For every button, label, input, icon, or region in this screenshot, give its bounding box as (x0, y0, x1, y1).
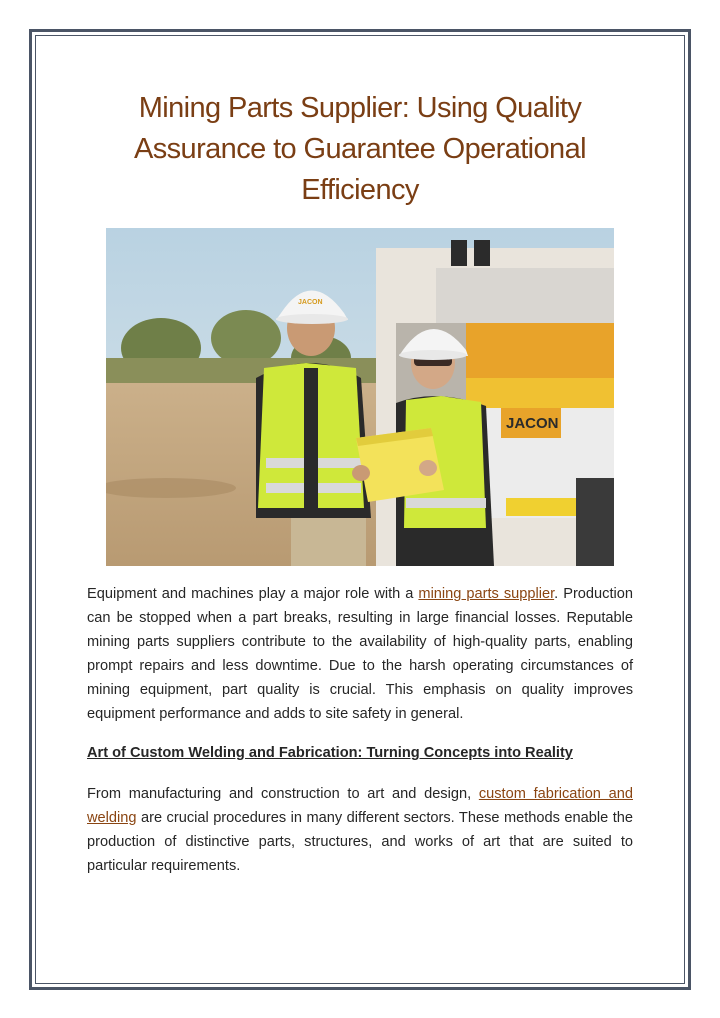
document-title: Mining Parts Supplier: Using Quality Assurance to Guarantee Operational Efficiency (134, 92, 586, 206)
helmet-logo: JACON (298, 299, 323, 306)
fabrication-rest: are crucial procedures in many different sectors. These methods enable the production of distinctive parts, structures, and works of art that are suited to particular requirements. (87, 810, 633, 874)
mining-parts-supplier-link[interactable]: mining parts supplier (418, 586, 555, 602)
hero-photo (106, 228, 614, 566)
intro-paragraph (87, 582, 633, 726)
intro-lead: Equipment and machines play a major role with a (87, 586, 419, 602)
section-subheading: Art of Custom Welding and Fabrication: Turning Concepts into Reality (87, 745, 573, 761)
truck-logo: JACON (506, 415, 559, 432)
fabrication-paragraph (87, 782, 633, 878)
intro-rest: . Production can be stopped when a part breaks, resulting in large financial losses. Reputable mining parts suppliers contribute to the availability of high-quality parts, enabling prompt repairs and less downtime. Due to the harsh operating circumstances of mining equipment, part quality is crucial. This emphasis on quality improves equipment performance and adds to site safety in general. (87, 586, 633, 722)
custom-fabrication-welding-link[interactable]: custom fabrication and welding (87, 786, 633, 826)
fabrication-lead: From manufacturing and construction to art and design, (87, 786, 479, 802)
